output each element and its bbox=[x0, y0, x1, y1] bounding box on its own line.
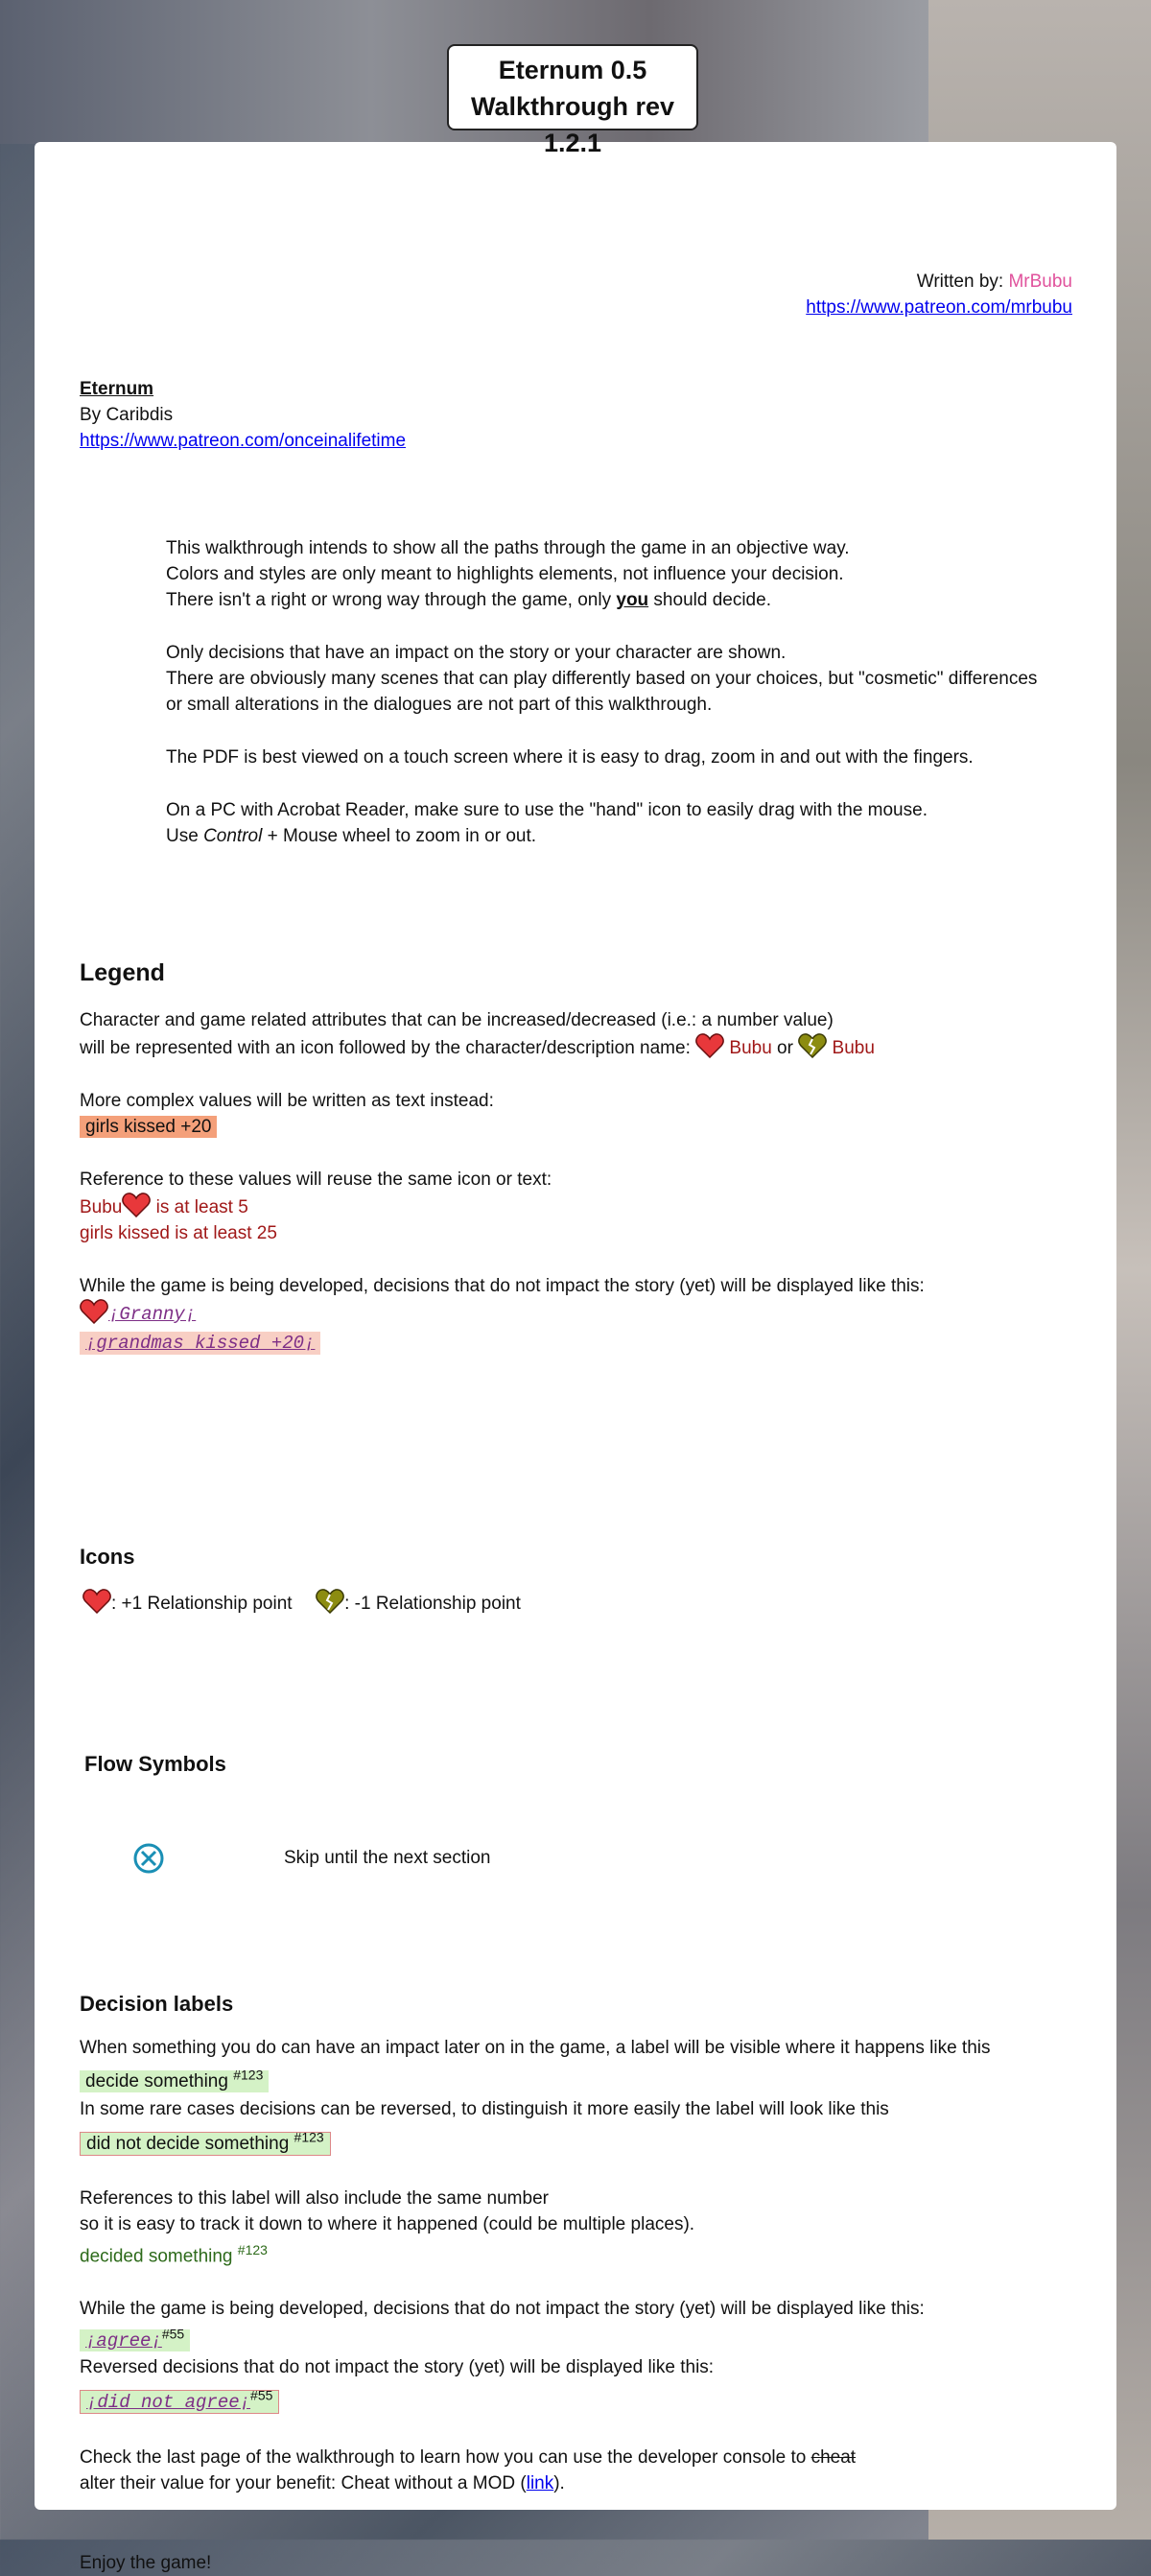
decisions-text: Check the last page of the walkthrough to learn how you can use the developer console to bbox=[80, 2446, 811, 2468]
did-not-number: #123 bbox=[294, 2129, 324, 2145]
decisions-line: Reversed decisions that do not impact the story (yet) will be displayed like this: bbox=[80, 2357, 715, 2378]
agree-number: #55 bbox=[161, 2326, 185, 2342]
legend-line: Reference to these values will reuse the same icon or text: bbox=[80, 1170, 552, 1190]
decided-text: decided something bbox=[80, 2245, 238, 2266]
ref-bubu-value: is at least 5 bbox=[151, 1197, 248, 1217]
plus-point-text: : +1 Relationship point bbox=[111, 1594, 293, 1614]
intro-line: The PDF is best viewed on a touch screen where it is easy to drag, zoom in and out with the fingers. bbox=[166, 747, 974, 768]
grandmas-kissed-label: ¡grandmas kissed +20¡ bbox=[80, 1332, 320, 1355]
author-name: MrBubu bbox=[1008, 272, 1072, 292]
decisions-text: ). bbox=[553, 2472, 565, 2493]
decisions-line: When something you do can have an impact later on in the game, a label will be visible where it happens like this bbox=[80, 2038, 991, 2058]
title-line2: Walkthrough rev 1.2.1 bbox=[470, 92, 675, 157]
decisions-line: In some rare cases decisions can be reversed, to distinguish it more easily the label will look like this bbox=[80, 2099, 889, 2120]
enjoy-text: Enjoy the game! bbox=[80, 2552, 212, 2573]
author-link[interactable]: https://www.patreon.com/mrbubu bbox=[806, 297, 1072, 318]
game-by: By Caribdis bbox=[80, 405, 174, 425]
flow-heading: Flow Symbols bbox=[84, 1752, 226, 1776]
legend-line: will be represented with an icon followed by the character/description name: bbox=[80, 1038, 696, 1058]
ref-bubu: Bubu bbox=[80, 1197, 123, 1217]
heart-icon bbox=[82, 1589, 111, 1614]
intro-line: Only decisions that have an impact on the story or your character are shown. bbox=[166, 643, 787, 663]
did-not-text: did not decide something bbox=[86, 2133, 294, 2154]
did-not-decide-label bbox=[80, 2129, 331, 2156]
ref-girls-kissed: girls kissed is at least 25 bbox=[80, 1223, 277, 1243]
decisions-line: so it is easy to track it down to where it happened (could be multiple places). bbox=[80, 2213, 695, 2234]
heart-icon bbox=[80, 1299, 108, 1324]
intro-line: There are obviously many scenes that can play differently based on your choices, but "cosmetic" differences bbox=[166, 669, 1038, 689]
did-not-agree-number: #55 bbox=[250, 2387, 273, 2403]
intro-control: Control bbox=[203, 826, 263, 846]
legend-line: Character and game related attributes that can be increased/decreased (i.e.: a number value) bbox=[80, 1010, 834, 1030]
intro-line: or small alterations in the dialogues are not part of this walkthrough. bbox=[166, 695, 713, 715]
broken-heart-icon bbox=[316, 1589, 344, 1614]
decisions-text: alter their value for your benefit: Cheat without a MOD ( bbox=[80, 2472, 527, 2493]
icons-heading: Icons bbox=[80, 1545, 135, 1569]
game-link[interactable]: https://www.patreon.com/onceinalifetime bbox=[80, 431, 407, 451]
game-name: Eternum bbox=[80, 379, 154, 399]
intro-line: This walkthrough intends to show all the paths through the game in an objective way. bbox=[166, 538, 850, 558]
intro-text: + Mouse wheel to zoom in or out. bbox=[262, 826, 537, 846]
agree-label: ¡agree¡ bbox=[85, 2330, 162, 2352]
author-block bbox=[806, 269, 1072, 320]
intro-text: Use bbox=[166, 826, 204, 846]
minus-point-text: : -1 Relationship point bbox=[344, 1594, 521, 1614]
legend-bubu: Bubu bbox=[832, 1038, 875, 1058]
cheat-link[interactable]: link bbox=[526, 2472, 554, 2493]
decisions-heading: Decision labels bbox=[80, 1992, 234, 2016]
legend-line: More complex values will be written as text instead: bbox=[80, 1091, 494, 1111]
decide-label bbox=[80, 2070, 269, 2092]
did-not-agree-label: ¡did not agree¡ bbox=[86, 2391, 251, 2413]
author-prefix: Written by: bbox=[916, 272, 1009, 292]
intro-block bbox=[166, 535, 1068, 849]
decisions-block bbox=[80, 2035, 1106, 2576]
legend-or: or bbox=[771, 1038, 799, 1058]
girls-kissed-label: girls kissed +20 bbox=[80, 1116, 217, 1138]
intro-text: There isn't a right or wrong way through the game, only bbox=[166, 590, 617, 610]
decisions-line: References to this label will also include the same number bbox=[80, 2187, 549, 2209]
document-page bbox=[35, 142, 1116, 2573]
legend-bubu: Bubu bbox=[729, 1038, 772, 1058]
icons-row bbox=[82, 1589, 521, 1617]
intro-line: Colors and styles are only meant to highlights elements, not influence your decision. bbox=[166, 564, 844, 584]
heart-icon bbox=[695, 1033, 724, 1058]
heart-icon bbox=[122, 1193, 151, 1217]
decisions-line: While the game is being developed, decisions that do not impact the story (yet) will be displayed like this: bbox=[80, 2298, 925, 2319]
game-block bbox=[80, 376, 406, 454]
title-box bbox=[447, 44, 698, 157]
skip-icon bbox=[132, 1842, 165, 1875]
intro-line: On a PC with Acrobat Reader, make sure to use the "hand" icon to easily drag with the mouse. bbox=[166, 800, 928, 820]
legend-heading: Legend bbox=[80, 959, 165, 986]
decide-text: decide something bbox=[85, 2071, 234, 2092]
granny-label: ¡Granny¡ bbox=[108, 1304, 197, 1325]
legend-line: While the game is being developed, decisions that do not impact the story (yet) will be displayed like this: bbox=[80, 1276, 925, 1296]
skip-text: Skip until the next section bbox=[284, 1848, 491, 1868]
cheat-strike: cheat bbox=[810, 2446, 857, 2468]
decide-number: #123 bbox=[233, 2068, 264, 2083]
legend-block bbox=[80, 1007, 1096, 1357]
title-line1: Eternum 0.5 bbox=[498, 56, 647, 84]
intro-you: you bbox=[616, 590, 649, 610]
broken-heart-icon bbox=[798, 1033, 827, 1058]
intro-text: should decide. bbox=[648, 590, 771, 610]
decided-number: #123 bbox=[237, 2241, 268, 2257]
